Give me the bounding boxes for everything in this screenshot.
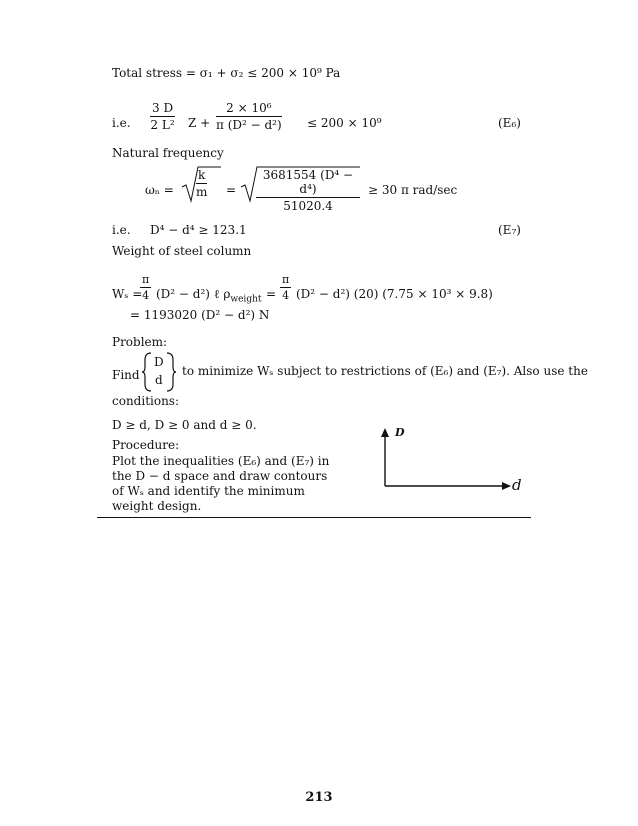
x-axis-arrow-icon [502, 482, 511, 490]
eq-lhs: Wₛ = [112, 287, 143, 301]
procedure-line: weight design. [112, 499, 202, 513]
numerator: 2 × 10⁶ [216, 101, 282, 117]
fraction [196, 168, 207, 199]
equation-tag: (E₆) [498, 116, 521, 130]
section-heading: Problem: [112, 335, 168, 349]
denominator: 2 L² [150, 118, 175, 132]
total-stress-line: Total stress = σ₁ + σ₂ ≤ 200 × 10⁹ Pa [112, 66, 341, 80]
eq-term: (D² − d²) (20) (7.75 × 10³ × 9.8) [296, 287, 493, 301]
procedure-line: of Wₛ and identify the minimum [112, 484, 305, 498]
eq-lhs: ωₙ = [145, 183, 174, 197]
find-label: Find [112, 368, 140, 382]
procedure-line: the D − d space and draw contours [112, 469, 328, 483]
fraction [280, 273, 291, 302]
procedure-line: Plot the inequalities (E₆) and (E₇) in [112, 454, 330, 468]
eq-rhs: ≥ 30 π rad/sec [368, 183, 458, 197]
axis-label-d-lower: d [512, 476, 522, 494]
eq-term-text: (D² − d²) ℓ ρ [156, 287, 231, 301]
eq-prefix: i.e. [112, 116, 131, 130]
denominator: π (D² − d²) [216, 118, 282, 132]
conditions: D ≥ d, D ≥ 0 and d ≥ 0. [112, 418, 257, 432]
denominator: 4 [142, 289, 150, 302]
conditions-label: conditions: [112, 394, 180, 408]
weight-subscript: weight [230, 294, 262, 305]
denominator: 4 [282, 289, 290, 302]
right-brace-icon [165, 352, 177, 395]
fraction [150, 101, 175, 132]
fraction [256, 168, 360, 213]
denominator: m [196, 185, 208, 199]
fraction [140, 273, 151, 302]
eq-term: Z + [188, 116, 211, 130]
fraction [216, 101, 282, 132]
axis-label-d-upper: D [395, 426, 405, 439]
denominator: 51020.4 [283, 199, 333, 213]
page-number: 213 [305, 790, 333, 805]
eq-body: D⁴ − d⁴ ≥ 123.1 [150, 223, 247, 237]
numerator: 3681554 (D⁴ − d⁴) [256, 168, 360, 198]
section-divider [97, 517, 531, 518]
left-brace-icon [141, 352, 153, 395]
eq-prefix: i.e. [112, 223, 131, 237]
procedure-heading: Procedure: [112, 438, 180, 452]
eq-term [156, 287, 262, 304]
numerator: π [282, 273, 290, 286]
section-heading: Natural frequency [112, 146, 224, 160]
numerator: k [196, 168, 207, 184]
vector-top: D [154, 355, 164, 369]
eq-rhs: ≤ 200 × 10⁹ [307, 116, 382, 130]
equation-tag: (E₇) [498, 223, 521, 237]
section-heading: Weight of steel column [112, 244, 252, 258]
vector-bottom: d [155, 373, 163, 387]
eq-line: = 1193020 (D² − d²) N [130, 308, 270, 322]
find-text: to minimize Wₛ subject to restrictions of (E₆) and (E₇). Also use the [182, 364, 588, 378]
numerator: 3 D [152, 101, 174, 115]
y-axis-arrow-icon [381, 428, 389, 437]
numerator: π [142, 273, 150, 286]
eq-sign: = [226, 183, 237, 197]
eq-sign: = [266, 287, 277, 301]
